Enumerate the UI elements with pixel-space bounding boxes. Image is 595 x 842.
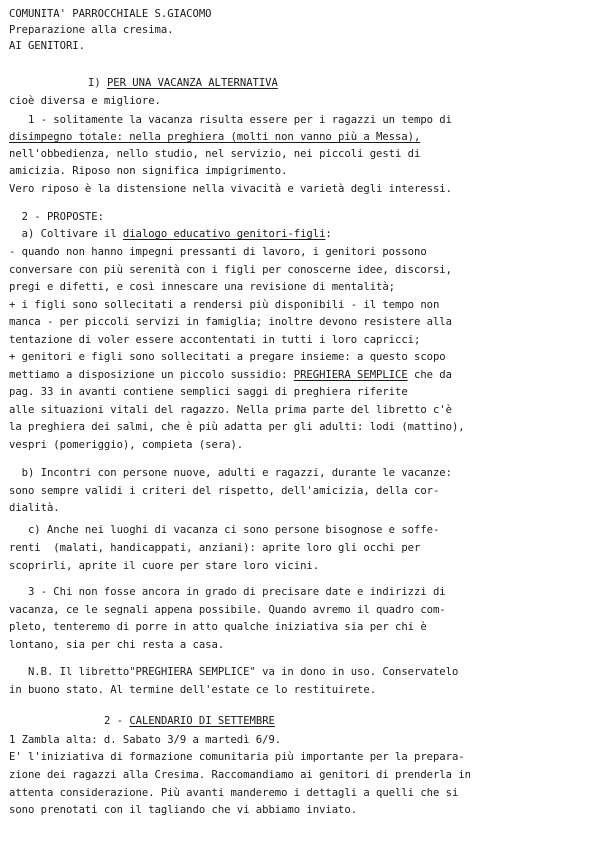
letter-subject: Preparazione alla cresima. — [9, 24, 174, 36]
section2-line: E' l'iniziativa di formazione comunitaria più importante per la prepara- — [9, 751, 465, 763]
point3-line: lontano, sia per chi resta a casa. — [9, 639, 225, 651]
section1-line: amicizia. Riposo non significa impigrimento. — [9, 165, 288, 177]
proposal-a-colon: : — [325, 228, 332, 240]
section1-line: disimpegno totale: nella preghiera (molti non vanno più a Messa), — [9, 131, 421, 143]
proposal-a-line: + genitori e figli sono sollecitati a pregare insieme: a questo scopo — [9, 351, 446, 363]
section1-line: cioè diversa e migliore. — [9, 95, 161, 107]
proposal-a-line: manca - per piccoli servizi in famiglia; inoltre devono resistere alla — [9, 316, 452, 328]
proposal-b-line: sono sempre validi i criteri del rispetto, dell'amicizia, della cor- — [9, 485, 440, 497]
booklet-title: PREGHIERA SEMPLICE — [293, 369, 408, 381]
section1-number: I) — [88, 77, 101, 89]
proposal-c-line: renti (malati, handicappati, anziani): aprite loro gli occhi per — [9, 542, 421, 554]
booklet-line: vespri (pomeriggio), compieta (sera). — [9, 439, 244, 451]
booklet-line — [9, 369, 452, 382]
section1-line — [9, 131, 420, 144]
parish-name: COMUNITA' PARROCCHIALE S.GIACOMO — [9, 8, 212, 20]
section1-title: PER UNA VACANZA ALTERNATIVA — [106, 77, 278, 89]
section2-line: zione dei ragazzi alla Cresima. Raccomandiamo ai genitori di prenderla in — [9, 769, 471, 781]
proposals-title: 2 - PROPOSTE: — [9, 211, 104, 223]
note-line: in buono stato. Al termine dell'estate ce lo restituirete. — [9, 684, 377, 696]
proposal-c-line: scoprirli, aprite il cuore per stare loro vicini. — [9, 560, 320, 572]
note-line: N.B. Il libretto"PREGHIERA SEMPLICE" va in dono in uso. Conservatelo — [9, 666, 459, 678]
proposal-a-label: a) Coltivare il — [9, 228, 123, 240]
proposal-a-topic: dialogo educativo genitori-figli — [122, 228, 326, 240]
proposal-a-line: + i figli sono sollecitati a rendersi più disponibili - il tempo non — [9, 299, 440, 311]
section1-line: Vero riposo è la distensione nella vivacità e varietà degli interessi. — [9, 183, 452, 195]
letter-addressee: AI GENITORI. — [9, 40, 85, 52]
proposal-a-line: conversare con più serenità con i figli per conoscerne idee, discorsi, — [9, 264, 452, 276]
point3-line: pleto, tenteremo di porre in atto qualche iniziativa sia per chi è — [9, 621, 427, 633]
booklet-intro: mettiamo a disposizione un piccolo sussidio: — [9, 369, 294, 381]
point3-line: 3 - Chi non fosse ancora in grado di precisare date e indirizzi di — [9, 586, 446, 598]
section1-heading — [88, 77, 278, 90]
booklet-line: la preghiera dei salmi, che è più adatta per gli adulti: lodi (mattino), — [9, 421, 465, 433]
proposal-b-line: dialità. — [9, 502, 60, 514]
booklet-continuation: che da — [407, 369, 452, 381]
section2-number: 2 - — [104, 715, 130, 727]
booklet-line: pag. 33 in avanti contiene semplici saggi di preghiera riferite — [9, 386, 408, 398]
proposal-a-line: - quando non hanno impegni pressanti di lavoro, i genitori possono — [9, 246, 427, 258]
point3-line: vacanza, ce le segnali appena possibile. Quando avremo il quadro com- — [9, 604, 446, 616]
proposal-c-line: c) Anche nei luoghi di vacanza ci sono persone bisognose e soffe- — [9, 524, 440, 536]
proposal-b-line: b) Incontri con persone nuove, adulti e ragazzi, durante le vacanze: — [9, 467, 452, 479]
proposal-a — [9, 228, 332, 241]
section2-line: sono prenotati con il tagliando che vi abbiamo inviato. — [9, 804, 358, 816]
booklet-line: alle situazioni vitali del ragazzo. Nella prima parte del libretto c'è — [9, 404, 452, 416]
proposal-a-line: tentazione di voler essere accontentati in tutti i loro capricci; — [9, 334, 421, 346]
proposal-a-line: pregi e difetti, e così innescare una revisione di mentalità; — [9, 281, 396, 293]
section2-line: attenta considerazione. Più avanti manderemo i dettagli a quelli che si — [9, 787, 459, 799]
section2-heading — [104, 715, 275, 728]
section1-line: 1 - solitamente la vacanza risulta essere per i ragazzi un tempo di — [9, 114, 452, 126]
section2-title: CALENDARIO DI SETTEMBRE — [129, 715, 275, 727]
section2-line: 1 Zambla alta: d. Sabato 3/9 a martedì 6/9. — [9, 734, 282, 746]
section1-line: nell'obbedienza, nello studio, nel servizio, nei piccoli gesti di — [9, 148, 421, 160]
